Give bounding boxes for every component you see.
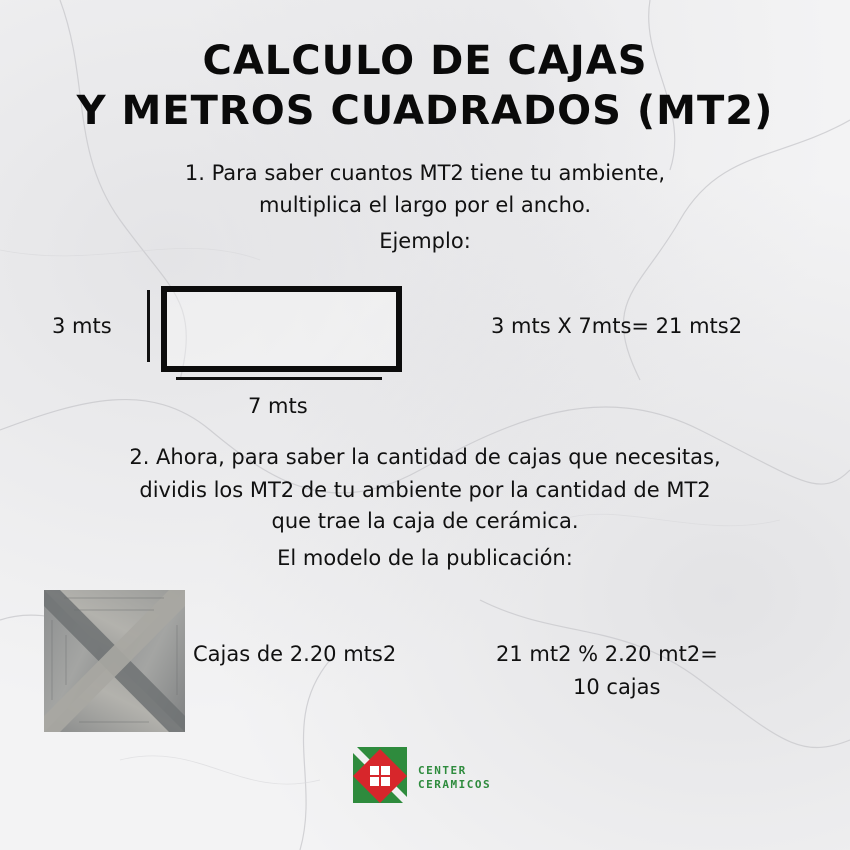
room-rectangle: [161, 286, 402, 372]
page-title-line-1: CALCULO DE CAJAS: [202, 38, 648, 84]
area-formula: 3 mts X 7mts= 21 mts2: [491, 314, 743, 338]
model-label: El modelo de la publicación:: [277, 546, 573, 570]
step2-line-1: 2. Ahora, para saber la cantidad de cajas que necesitas,: [129, 445, 721, 469]
brand-name-line-1: CENTER: [418, 764, 467, 777]
width-dimension-line: [176, 377, 382, 380]
height-dimension-line: [147, 290, 150, 362]
step1-line-1: 1. Para saber cuantos MT2 tiene tu ambiente,: [184, 161, 666, 185]
page-title-line-2: Y METROS CUADRADOS (MT2): [76, 88, 774, 134]
box-size-text: Cajas de 2.20 mts2: [193, 642, 397, 666]
center-ceramicos-logo-icon: [349, 745, 411, 807]
example-label: Ejemplo:: [379, 229, 471, 253]
height-label: 3 mts: [52, 314, 112, 338]
step2-line-2: dividis los MT2 de tu ambiente por la cantidad de MT2: [139, 478, 711, 502]
box-calc-line-2: 10 cajas: [573, 675, 661, 699]
brand-name-line-2: CERAMICOS: [418, 778, 492, 791]
step2-line-3: que trae la caja de cerámica.: [271, 509, 579, 533]
box-calc-line-1: 21 mt2 % 2.20 mt2=: [496, 642, 718, 666]
ceramic-tile-image: [44, 590, 185, 732]
step1-line-2: multiplica el largo por el ancho.: [258, 193, 592, 217]
width-label: 7 mts: [248, 394, 308, 418]
